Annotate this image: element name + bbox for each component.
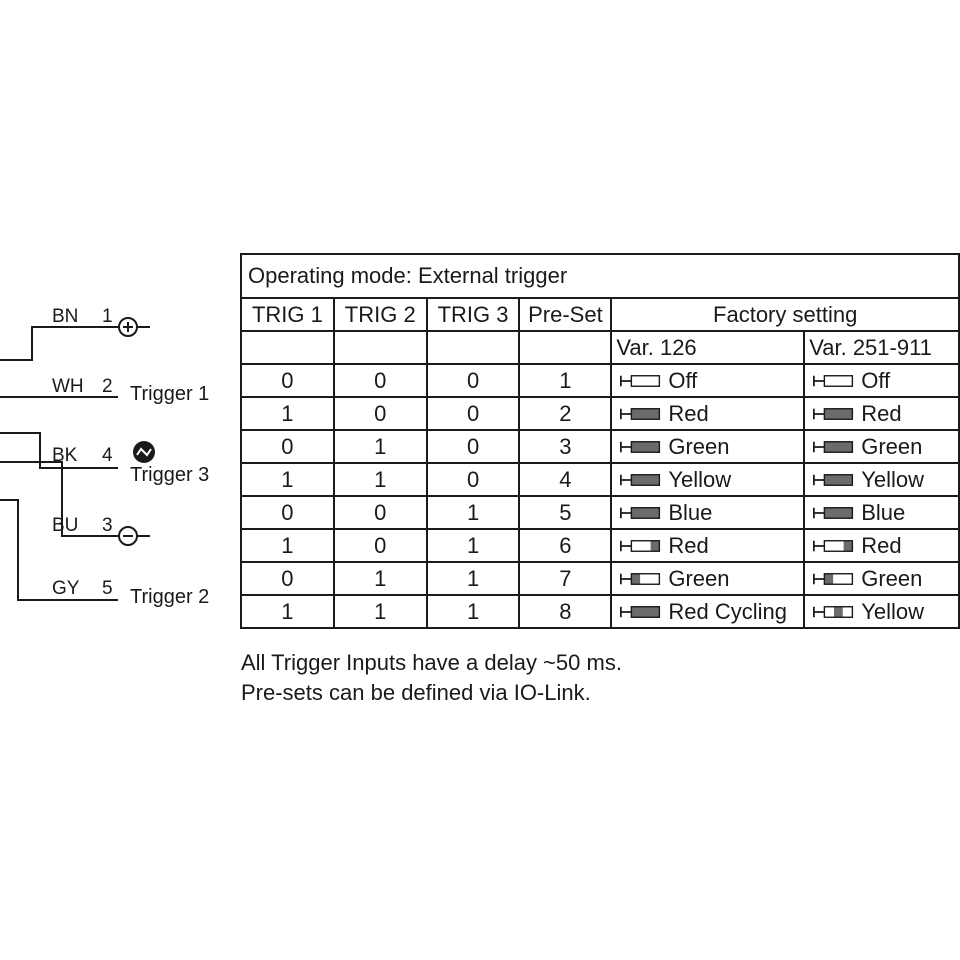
led-color-label: Off — [668, 367, 698, 393]
cell-t3: 1 — [427, 562, 520, 595]
cell-preset: 7 — [519, 562, 611, 595]
led-color-label: Red — [668, 532, 709, 558]
cell-v251 — [804, 364, 959, 397]
cell-v251 — [804, 463, 959, 496]
led-color-label: Blue — [668, 499, 713, 525]
led-full-icon — [809, 506, 859, 520]
led-right-segment-icon — [616, 539, 666, 553]
cell-v126 — [611, 595, 804, 628]
led-color-label: Red Cycling — [668, 598, 787, 624]
table-row — [241, 529, 959, 562]
wire-wh-pin: 2 — [102, 376, 113, 397]
cell-t2: 0 — [334, 397, 427, 430]
cell-t2: 1 — [334, 562, 427, 595]
wire-bu-code: BU — [52, 515, 79, 536]
cell-v126 — [611, 463, 804, 496]
led-full-icon — [616, 605, 666, 619]
led-full-icon — [809, 473, 859, 487]
cell-t2: 1 — [334, 430, 427, 463]
led-left-segment-icon — [809, 572, 859, 586]
cell-v251 — [804, 595, 959, 628]
blank-cell — [519, 331, 611, 364]
cell-t3: 1 — [427, 496, 520, 529]
cell-v251 — [804, 430, 959, 463]
led-left-segment-icon — [616, 572, 666, 586]
cell-preset: 3 — [519, 430, 611, 463]
wire-bk-code: BK — [52, 445, 78, 466]
led-color-label: Yellow — [668, 466, 732, 492]
blank-cell — [427, 331, 520, 364]
io-link-icon — [133, 441, 155, 463]
note-presets: Pre-sets can be defined via IO-Link. — [241, 680, 591, 705]
table-row — [241, 463, 959, 496]
cell-t1: 1 — [241, 397, 334, 430]
cell-preset: 4 — [519, 463, 611, 496]
table-header-row — [241, 298, 959, 331]
led-color-label: Green — [668, 433, 730, 459]
cell-v126 — [611, 562, 804, 595]
table-row — [241, 562, 959, 595]
cell-t2: 0 — [334, 364, 427, 397]
table-row — [241, 364, 959, 397]
led-color-label: Yellow — [861, 466, 924, 492]
wire-gy-pin: 5 — [102, 578, 113, 599]
cell-preset: 6 — [519, 529, 611, 562]
led-full-icon — [616, 506, 666, 520]
cell-t1: 0 — [241, 496, 334, 529]
cell-t3: 1 — [427, 595, 520, 628]
blank-cell — [334, 331, 427, 364]
table-row — [241, 397, 959, 430]
cell-preset: 2 — [519, 397, 611, 430]
variant-126-header: Var. 126 — [611, 331, 804, 364]
trigger-table — [240, 253, 960, 629]
cell-v126 — [611, 496, 804, 529]
cell-t3: 0 — [427, 430, 520, 463]
wire-bu-pin: 3 — [102, 515, 113, 536]
cell-t1: 1 — [241, 463, 334, 496]
cell-t3: 0 — [427, 364, 520, 397]
cell-v126 — [611, 430, 804, 463]
header-trig2: TRIG 2 — [334, 298, 427, 331]
cell-v251 — [804, 562, 959, 595]
led-full-icon — [616, 407, 666, 421]
cell-t3: 0 — [427, 397, 520, 430]
wire-wh-label: Trigger 1 — [130, 383, 210, 405]
wiring-diagram — [0, 0, 240, 960]
led-color-label: Green — [861, 565, 923, 591]
cell-v251 — [804, 496, 959, 529]
cell-v126 — [611, 397, 804, 430]
led-color-label: Off — [861, 367, 891, 393]
table-row — [241, 595, 959, 628]
table-variant-row — [241, 331, 959, 364]
led-color-label: Green — [668, 565, 730, 591]
led-full-icon — [616, 473, 666, 487]
wire-bn-pin: 1 — [102, 306, 113, 327]
cell-t1: 0 — [241, 562, 334, 595]
wire-bn-code: BN — [52, 306, 79, 327]
header-preset: Pre-Set — [519, 298, 611, 331]
blank-cell — [241, 331, 334, 364]
table-title-row — [241, 254, 959, 298]
led-color-label: Blue — [861, 499, 906, 525]
note-delay: All Trigger Inputs have a delay ~50 ms. — [241, 650, 622, 675]
led-full-icon — [616, 440, 666, 454]
table-title: Operating mode: External trigger — [241, 254, 959, 298]
cell-t2: 0 — [334, 529, 427, 562]
wire-gy-label: Trigger 2 — [130, 586, 210, 608]
cell-preset: 8 — [519, 595, 611, 628]
table-row — [241, 430, 959, 463]
variant-251-911-header: Var. 251-911 — [804, 331, 959, 364]
cell-t3: 1 — [427, 529, 520, 562]
wire-bk-label: Trigger 3 — [130, 464, 210, 486]
led-color-label: Red — [668, 400, 709, 426]
cell-preset: 5 — [519, 496, 611, 529]
cell-v251 — [804, 529, 959, 562]
cell-v126 — [611, 529, 804, 562]
led-right-segment-icon — [809, 539, 859, 553]
cell-v126 — [611, 364, 804, 397]
led-center-segment-icon — [809, 605, 859, 619]
cell-t1: 1 — [241, 595, 334, 628]
led-color-label: Yellow — [861, 598, 924, 624]
header-factory-setting: Factory setting — [611, 298, 959, 331]
wire-gy-code: GY — [52, 578, 80, 599]
led-color-label: Green — [861, 433, 923, 459]
led-full-icon — [809, 407, 859, 421]
led-color-label: Red — [861, 532, 902, 558]
led-off-icon — [809, 374, 859, 388]
table-row — [241, 496, 959, 529]
cell-v251 — [804, 397, 959, 430]
led-color-label: Red — [861, 400, 902, 426]
cell-t1: 0 — [241, 430, 334, 463]
notes — [241, 648, 622, 708]
cell-t2: 0 — [334, 496, 427, 529]
wire-wh-code: WH — [52, 376, 84, 397]
led-full-icon — [809, 440, 859, 454]
wire-bk-pin: 4 — [102, 445, 113, 466]
cell-t1: 0 — [241, 364, 334, 397]
header-trig3: TRIG 3 — [427, 298, 520, 331]
header-trig1: TRIG 1 — [241, 298, 334, 331]
cell-t2: 1 — [334, 463, 427, 496]
cell-preset: 1 — [519, 364, 611, 397]
led-off-icon — [616, 374, 666, 388]
cell-t3: 0 — [427, 463, 520, 496]
cell-t1: 1 — [241, 529, 334, 562]
cell-t2: 1 — [334, 595, 427, 628]
